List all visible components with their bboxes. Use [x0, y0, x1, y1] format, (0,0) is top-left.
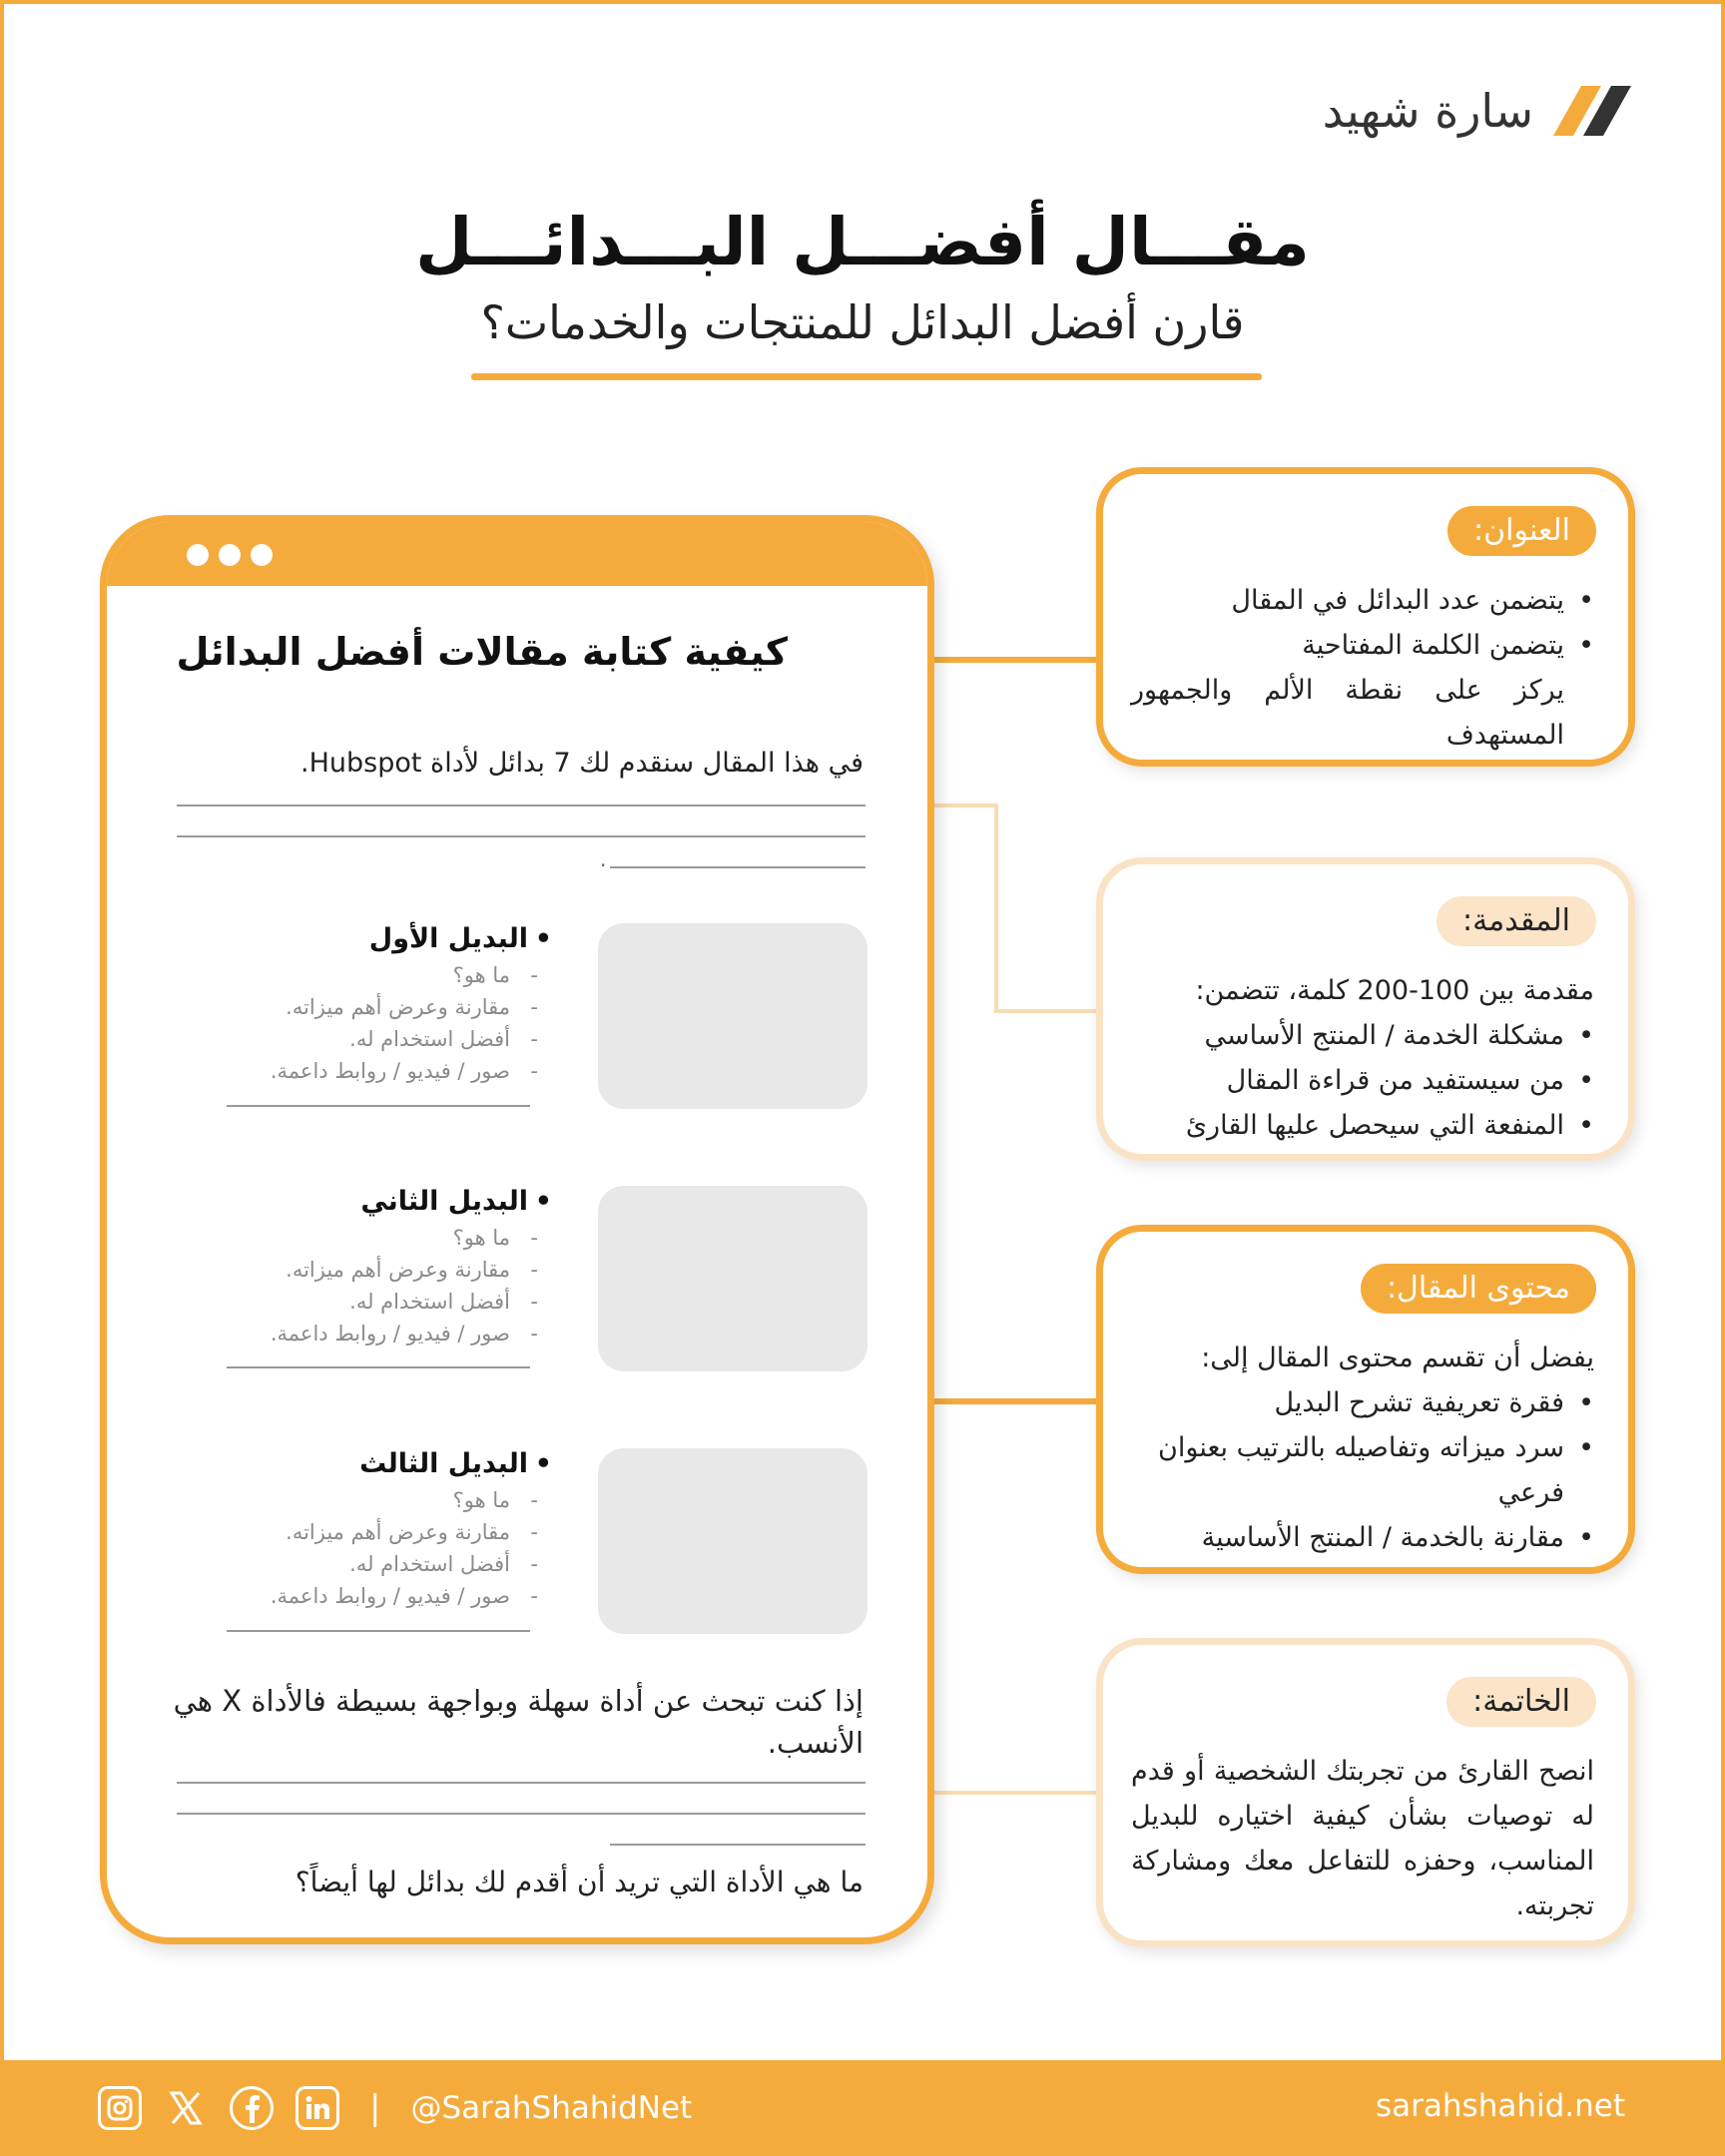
- x-glyph: [166, 2088, 206, 2128]
- article-conclusion: إذا كنت تبحث عن أداة سهلة وبواجهة بسيطة فالأداة X هي الأنسب.: [173, 1684, 863, 1760]
- card-content: [1096, 1225, 1635, 1574]
- card-lead: مقدمة بين 100-200 كلمة، تتضمن:: [1195, 975, 1594, 1006]
- window-dot-icon: [251, 544, 273, 566]
- alternative-subitem: - مقارنة وعرض أهم ميزاته.: [286, 1258, 510, 1282]
- card-body: [1131, 578, 1594, 758]
- alternative-subitem: - ما هو؟: [453, 1488, 510, 1512]
- list-item: • يتضمن عدد البدائل في المقال: [1131, 578, 1594, 623]
- alternative-subitem: - صور / فيديو / روابط داعمة.: [271, 1322, 510, 1346]
- list-item: • مشكلة الخدمة / المنتج الأساسي: [1131, 1013, 1594, 1058]
- card-tag: العنوان:: [1447, 506, 1596, 556]
- browser-title-bar: [107, 522, 927, 586]
- list-item: • يتضمن الكلمة المفتاحية: [1131, 623, 1594, 668]
- placeholder-line: [610, 1844, 865, 1846]
- card-body: [1131, 1749, 1594, 1928]
- card-text: انصح القارئ من تجربتك الشخصية أو قدم له توصيات بشأن كيفية اختياره للبديل المناسب، وحفزه للتفاعل معك ومشاركة تجربته.: [1131, 1756, 1594, 1921]
- image-placeholder: [598, 1448, 867, 1634]
- x-icon[interactable]: [164, 2086, 208, 2130]
- list-item: • سرد ميزاته وتفاصيله بالترتيب بعنوان فرعي: [1131, 1425, 1594, 1515]
- placeholder-line: [227, 1105, 530, 1107]
- card-tag: المقدمة:: [1437, 896, 1596, 946]
- footer-separator: |: [369, 2088, 381, 2128]
- alternative-subitem: - صور / فيديو / روابط داعمة.: [271, 1059, 510, 1083]
- card-title: [1096, 467, 1635, 767]
- alternative-3: [179, 1448, 867, 1638]
- connector-intro-h2: [994, 1009, 1096, 1013]
- card-intro: [1096, 857, 1635, 1161]
- alternative-subitem: - أفضل استخدام له.: [349, 1552, 510, 1576]
- article-browser-mockup: [100, 515, 934, 1944]
- social-links: [98, 2086, 692, 2130]
- linkedin-icon[interactable]: [295, 2086, 339, 2130]
- alternative-1: [179, 923, 867, 1113]
- list-item: • مقارنة بالخدمة / المنتج الأساسية: [1131, 1515, 1594, 1560]
- placeholder-line: [177, 1813, 865, 1815]
- alternative-heading: • البديل الثالث: [359, 1448, 528, 1479]
- linkedin-glyph: [304, 2095, 330, 2121]
- article-intro: في هذا المقال سنقدم لك 7 بدائل لأداة Hubspot.: [300, 748, 863, 779]
- double-slash-logo-icon: [1551, 82, 1633, 140]
- article-question: ما هي الأداة التي تريد أن أقدم لك بدائل لها أيضاً؟: [294, 1866, 863, 1898]
- alternative-2: [179, 1186, 867, 1375]
- card-body: [1131, 968, 1594, 1148]
- alternative-subitem: - أفضل استخدام له.: [349, 1290, 510, 1314]
- card-body: [1131, 1336, 1594, 1560]
- website-link[interactable]: sarahshahid.net: [1376, 2088, 1625, 2124]
- card-conclusion: [1096, 1638, 1635, 1947]
- card-tag: محتوى المقال:: [1361, 1264, 1596, 1314]
- image-placeholder: [598, 1186, 867, 1371]
- placeholder-line: [610, 866, 865, 868]
- alternative-heading: • البديل الثاني: [360, 1186, 528, 1217]
- instagram-icon[interactable]: [98, 2086, 142, 2130]
- alternative-subitem: - صور / فيديو / روابط داعمة.: [271, 1584, 510, 1608]
- brand-name: سارة شهيد: [1322, 84, 1533, 138]
- window-dot-icon: [187, 544, 209, 566]
- footer: [4, 2060, 1721, 2156]
- window-dots: [187, 544, 273, 566]
- social-handle[interactable]: @SarahShahidNet: [410, 2090, 693, 2126]
- placeholder-line: [177, 805, 865, 807]
- card-tag: الخاتمة:: [1446, 1677, 1596, 1727]
- connector-intro-v: [994, 804, 998, 1013]
- card-lead: يفضل أن تقسم محتوى المقال إلى:: [1201, 1343, 1594, 1373]
- image-placeholder: [598, 923, 867, 1109]
- facebook-glyph: [240, 2093, 264, 2123]
- title-underline: [471, 373, 1262, 380]
- article-title: كيفية كتابة مقالات أفضل البدائل: [176, 630, 788, 674]
- alternative-subitem: - مقارنة وعرض أهم ميزاته.: [286, 995, 510, 1019]
- placeholder-line: [177, 835, 865, 837]
- list-item: • من سيستفيد من قراءة المقال: [1131, 1058, 1594, 1103]
- window-dot-icon: [219, 544, 241, 566]
- placeholder-line: [227, 1630, 530, 1632]
- page-subtitle: قارن أفضل البدائل للمنتجات والخدمات؟: [480, 295, 1245, 349]
- alternative-subitem: - أفضل استخدام له.: [349, 1027, 510, 1051]
- alternative-subitem: - ما هو؟: [453, 963, 510, 987]
- alternative-subitem: - مقارنة وعرض أهم ميزاته.: [286, 1520, 510, 1544]
- alternative-heading: • البديل الأول: [369, 923, 528, 954]
- placeholder-line: [227, 1366, 530, 1368]
- brand: [1323, 82, 1633, 140]
- page-title: مقـــال أفضـــل البـــدائـــل: [415, 204, 1310, 280]
- facebook-icon[interactable]: [230, 2086, 274, 2130]
- list-item: • المنفعة التي سيحصل عليها القارئ: [1131, 1103, 1594, 1148]
- placeholder-period: .: [600, 847, 607, 871]
- card-text: يركز على نقطة الألم والجمهور المستهدف: [1131, 675, 1564, 751]
- list-item: • فقرة تعريفية تشرح البديل: [1131, 1380, 1594, 1425]
- instagram-glyph: [106, 2094, 134, 2122]
- placeholder-line: [177, 1782, 865, 1784]
- alternative-subitem: - ما هو؟: [453, 1226, 510, 1250]
